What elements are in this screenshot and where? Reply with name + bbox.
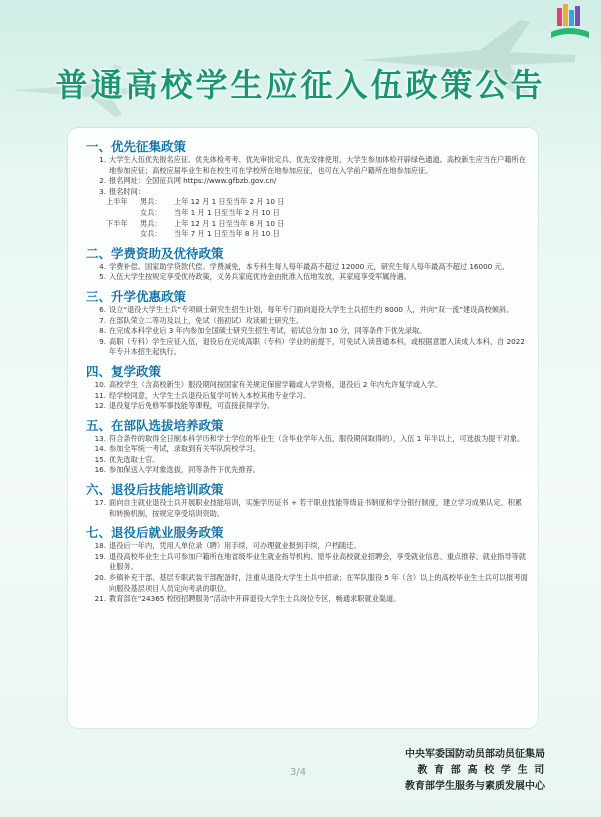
item-text: 面向自主就业退役士兵开展职业技能培训，实施学历证书 + 若干职业技能等级证书制度和学分银行制度，建立学习成果认定、积累和转换机制，按规定享受培训资助。 bbox=[109, 498, 523, 518]
section-title: 七、退役后就业服务政策 bbox=[86, 525, 224, 541]
policy-item bbox=[92, 541, 528, 552]
policy-item bbox=[92, 434, 528, 445]
policy-item bbox=[92, 391, 528, 402]
policy-section bbox=[84, 479, 528, 519]
item-number: 21. bbox=[94, 594, 106, 604]
policy-section bbox=[84, 136, 528, 240]
policy-item bbox=[92, 262, 528, 273]
policy-card bbox=[68, 128, 538, 728]
item-number: 2. bbox=[99, 176, 106, 186]
policy-item bbox=[92, 326, 528, 337]
policy-section bbox=[84, 415, 528, 476]
item-text: 经学校同意，大学生士兵退役后复学可转入本校其他专业学习。 bbox=[109, 390, 311, 400]
schedule-row bbox=[106, 208, 528, 219]
policy-item bbox=[92, 337, 528, 358]
schedule-row bbox=[106, 219, 528, 230]
schedule-half: 下半年 bbox=[106, 218, 128, 228]
schedule-group: 女兵： bbox=[140, 207, 162, 217]
logo-icon bbox=[543, 2, 595, 46]
schedule-group: 男兵： bbox=[140, 218, 162, 228]
item-text: 优先选取士官。 bbox=[109, 454, 160, 464]
policy-item bbox=[92, 187, 528, 198]
item-text: 参加保送入学对象选拔，同等条件下优先推荐。 bbox=[109, 465, 260, 475]
section-title: 五、在部队选拔培养政策 bbox=[86, 417, 224, 433]
item-number: 14. bbox=[94, 444, 106, 454]
schedule-dates: 当年 7 月 1 日至当年 8 月 10 日 bbox=[174, 229, 280, 239]
policy-section bbox=[84, 286, 528, 358]
schedule-half bbox=[106, 229, 140, 240]
policy-item bbox=[92, 455, 528, 466]
policy-item bbox=[92, 155, 528, 176]
policy-item bbox=[92, 272, 528, 283]
item-text: 退役高校毕业生士兵可参加户籍所在地省级毕业生就业指导机构、原毕业高校就业招聘会，享受就业信息、重点推荐、就业指导等就业服务。 bbox=[109, 551, 526, 572]
page-title: 普通高校学生应征入伍政策公告 bbox=[55, 66, 546, 104]
section-title: 四、复学政策 bbox=[86, 363, 162, 379]
item-text: 乡镇补充干部、基层专职武装干部配备时，注重从退役大学生士兵中招录；在军队服役 5 年（含）以上的高校毕业生士兵可以报考面向服役基层项目人员定向考录的职位。 bbox=[109, 573, 528, 593]
policy-item bbox=[92, 552, 528, 573]
item-number: 11. bbox=[94, 390, 106, 400]
item-number: 17. bbox=[94, 498, 106, 508]
policy-section bbox=[84, 243, 528, 283]
footer-issuers bbox=[405, 747, 551, 795]
item-text: 入伍大学生按规定享受优待政策，义务兵家庭优待金由批准入伍地发放，其家庭享受军属待遇。 bbox=[109, 272, 411, 282]
item-number: 16. bbox=[94, 465, 106, 475]
item-number: 19. bbox=[94, 551, 106, 561]
policy-item bbox=[92, 305, 528, 316]
item-text: 高职（专科）学生应征入伍，退役后在完成高职（专科）学业的前提下，可免试入读普通本科，或根据意愿入读成人本科，自 2022 年专升本招生起执行。 bbox=[109, 336, 525, 357]
item-number: 3. bbox=[99, 186, 106, 196]
policy-item bbox=[92, 401, 528, 412]
issuer-3: 教育部学生服务与素质发展中心 bbox=[405, 781, 545, 792]
schedule-half: 上半年 bbox=[106, 197, 128, 207]
item-text: 学费补偿、国家助学贷款代偿、学费减免，本专科生每人每年最高不超过 12000 元，研究生每人每年最高不超过 16000 元。 bbox=[109, 261, 509, 271]
item-text: 退役复学后免修军事技能等课程，可直接获得学分。 bbox=[109, 401, 275, 411]
policy-item bbox=[92, 444, 528, 455]
schedule-dates: 当年 1 月 1 日至当年 2 月 10 日 bbox=[174, 207, 280, 217]
policy-item bbox=[92, 380, 528, 391]
item-number: 5. bbox=[99, 272, 106, 282]
schedule-group: 女兵： bbox=[140, 229, 162, 239]
item-text: 大学生入伍优先报名应征、优先体检考考、优先审批定兵、优先安排使用，大学生参加体检开辟绿色通道。高校新生应当在户籍所在地参加应征；高校应届毕业生和在校生可在学校所在地参加应征，也可在入学前户籍所在地参加应征。 bbox=[109, 155, 526, 175]
item-text: 高校学生（含高校新生）服役期间按国家有关规定保留学籍或入学资格，退役后 2 年内允许复学或入学。 bbox=[109, 379, 442, 389]
item-text: 设立“退役大学生士兵”专项硕士研究生招生计划，每年专门面向退役大学生士兵招生约 8000 人，并向“双一流”建设高校倾斜。 bbox=[109, 304, 514, 314]
schedule-half bbox=[106, 208, 140, 219]
policy-item bbox=[92, 498, 528, 519]
item-number: 10. bbox=[94, 379, 106, 389]
policy-item bbox=[92, 316, 528, 327]
schedule-dates: 上年 12 月 1 日至当年 8 月 10 日 bbox=[174, 218, 285, 228]
item-number: 8. bbox=[99, 326, 106, 336]
item-number: 18. bbox=[94, 541, 106, 551]
policy-item bbox=[92, 573, 528, 594]
schedule-row bbox=[106, 197, 528, 208]
item-text: 在完成本科学业后 3 年内参加全国硕士研究生招生考试，初试总分加 10 分，同等条件下优先录取。 bbox=[109, 326, 427, 336]
item-number: 15. bbox=[94, 454, 106, 464]
item-text: 退役后一年内，凭用人单位录（聘）用手续，可办理就业报到手续，户档随迁。 bbox=[109, 541, 361, 551]
item-number: 7. bbox=[99, 315, 106, 325]
policy-section bbox=[84, 361, 528, 412]
item-number: 1. bbox=[99, 155, 106, 164]
item-number: 9. bbox=[99, 336, 106, 346]
section-title: 二、学费资助及优待政策 bbox=[86, 245, 224, 261]
item-number: 4. bbox=[99, 261, 106, 271]
item-number: 13. bbox=[94, 433, 106, 443]
item-text: 参加全军统一考试，录取到有关军队院校学习。 bbox=[109, 444, 260, 454]
schedule-group: 男兵： bbox=[140, 197, 162, 207]
section-title: 一、优先征集政策 bbox=[86, 139, 187, 154]
policy-item bbox=[92, 465, 528, 476]
item-number: 20. bbox=[94, 573, 106, 583]
item-text: 教育部在“24365 校园招聘服务”活动中开辟退役大学生士兵岗位专区，畅通求职就业渠道。 bbox=[109, 594, 401, 604]
policy-section bbox=[84, 522, 528, 605]
item-text: 报名时间： bbox=[109, 186, 145, 196]
policy-item bbox=[92, 176, 528, 187]
item-number: 12. bbox=[94, 401, 106, 411]
policy-item bbox=[92, 594, 528, 605]
issuer-1: 中央军委国防动员部动员征集局 bbox=[405, 749, 545, 760]
issuer-2: 教育部高校学生司 bbox=[417, 765, 551, 776]
schedule-dates: 上年 12 月 1 日至当年 2 月 10 日 bbox=[174, 197, 285, 207]
item-text: 在部队荣立二等功及以上，免试（指初试）攻读硕士研究生。 bbox=[109, 315, 304, 325]
section-title: 六、退役后技能培训政策 bbox=[86, 482, 224, 498]
section-title: 三、升学优惠政策 bbox=[86, 288, 187, 304]
item-number: 6. bbox=[99, 304, 106, 314]
item-text: 报名网址：全国征兵网 https://www.gfbzb.gov.cn/ bbox=[109, 176, 277, 186]
page-number: 3/4 bbox=[290, 767, 307, 778]
item-text: 符合条件的取得全日制本科学历和学士学位的毕业生（含毕业学年入伍，服役期间取得的），入伍 1 年半以上，可选拔为提干对象。 bbox=[109, 433, 525, 443]
schedule-row bbox=[106, 229, 528, 240]
